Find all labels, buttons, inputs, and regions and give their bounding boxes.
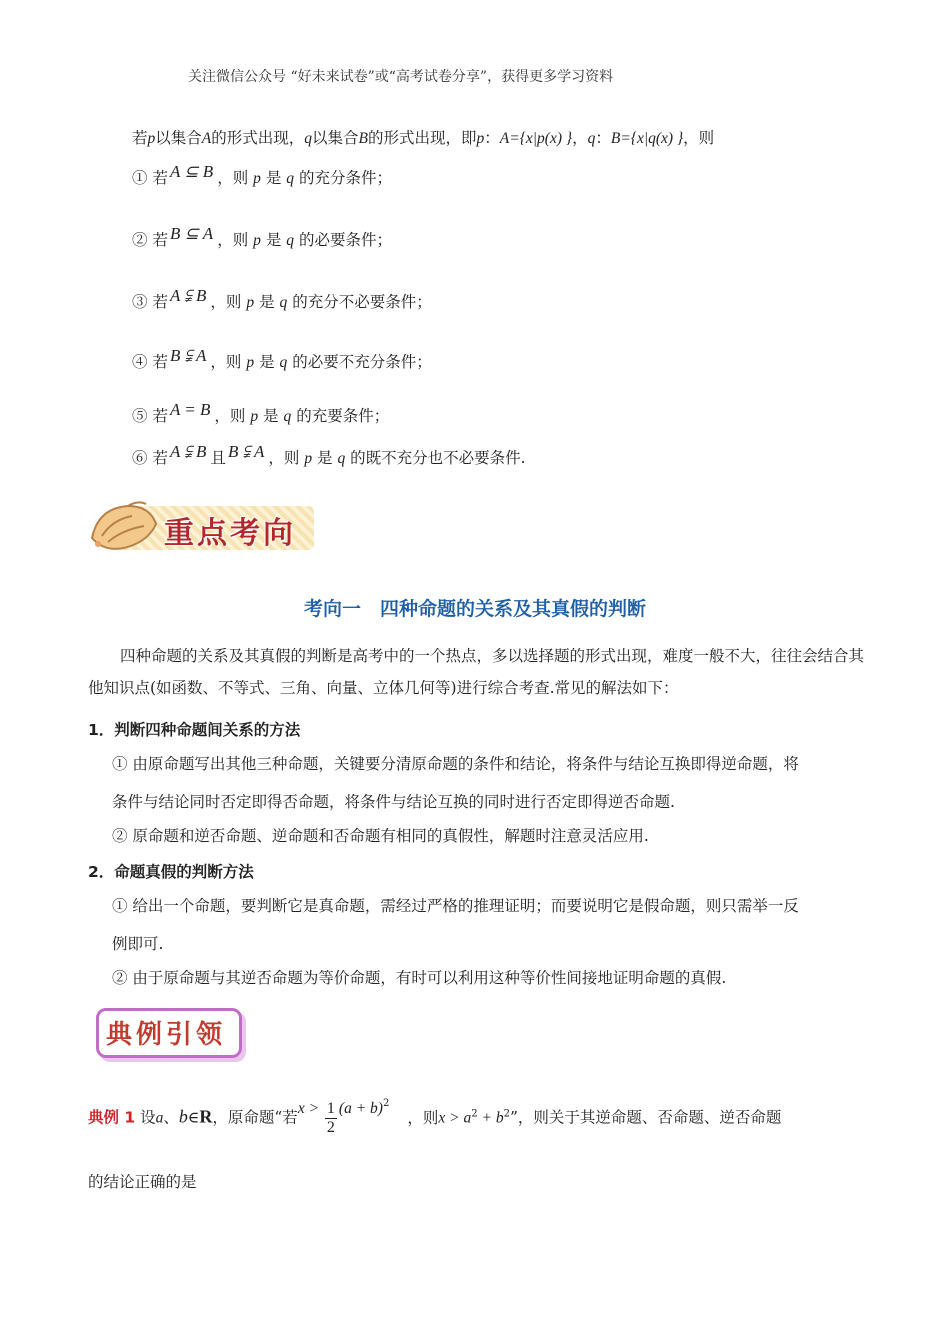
h1-item-1-cont: 条件与结论同时否定即得否命题，将条件与结论互换的同时进行否定即得逆否命题. (112, 793, 675, 811)
intro-line: 若p以集合A的形式出现，q以集合B的形式出现，即p：A={x|p(x) }，q：B={x|q(x) }，则 (132, 129, 715, 147)
h1-item-2: ② 原命题和逆否命题、逆命题和否命题有相同的真假性，解题时注意灵活应用. (112, 827, 649, 845)
h2-item-1: ① 给出一个命题，要判断它是真命题，需经过严格的推理证明；而要说明它是假命题，则只需举一反 (112, 897, 799, 915)
banner-title: 典例引领 (106, 1020, 227, 1050)
condition-3: ③ 若 A ⫋ B ，则 p 是 q 的充分不必要条件； (132, 286, 432, 311)
key-topics-banner (88, 496, 316, 558)
section-title: 考向一 四种命题的关系及其真假的判断 (303, 598, 646, 620)
h1-item-1: ① 由原命题写出其他三种命题，关键要分清原命题的条件和结论，将条件与结论互换即得逆命题，将 (112, 755, 799, 773)
condition-6: ⑥ 若 A ⫋ B 且 B ⫋ A ，则 p 是 q 的既不充分也不必要条件. (132, 442, 526, 467)
page-header: 关注微信公众号 “好未来试卷”或“高考试卷分享”，获得更多学习资料 (188, 69, 614, 85)
intro-paragraph: 四种命题的关系及其真假的判断是高考中的一个热点，多以选择题的形式出现，难度一般不大，往往会结合其他知识点(如函数、不等式、三角、向量、立体几何等)进行综合考查.常见的解法如下： (88, 647, 865, 697)
condition-5: ⑤ 若 A = B ，则 p 是 q 的充要条件； (132, 400, 390, 425)
examples-banner (88, 1002, 244, 1058)
fraction: $\frac{1}{2}$ (326, 1100, 335, 1136)
condition-1: ① 若 A ⊆ B ，则 p 是 q 的充分条件； (132, 162, 392, 187)
h2-item-1-cont: 例即可. (112, 935, 164, 953)
example-1: 典例 1 设a、b∈R，原命题“若x > $\frac{1}{2}$ $(a + b)^2$，则$x > a^2 + b^2$”，则关于其逆命题、否命题、逆否命题 (88, 1098, 782, 1136)
condition-4: ④ 若 B ⫋ A ，则 p 是 q 的必要不充分条件； (132, 346, 432, 371)
heading-2: 2．命题真假的判断方法 (88, 863, 254, 881)
conch-shell-icon (88, 498, 160, 554)
example-label: 典例 1 (88, 1108, 136, 1127)
example-1-cont: 的结论正确的是 (88, 1173, 197, 1191)
heading-1: 1．判断四种命题间关系的方法 (88, 721, 301, 739)
h2-item-2: ② 由于原命题与其逆否命题为等价命题，有时可以利用这种等价性间接地证明命题的真假. (112, 969, 727, 987)
banner-title: 重点考向 (164, 516, 296, 551)
condition-2: ② 若 B ⊆ A ，则 p 是 q 的必要条件； (132, 224, 392, 249)
